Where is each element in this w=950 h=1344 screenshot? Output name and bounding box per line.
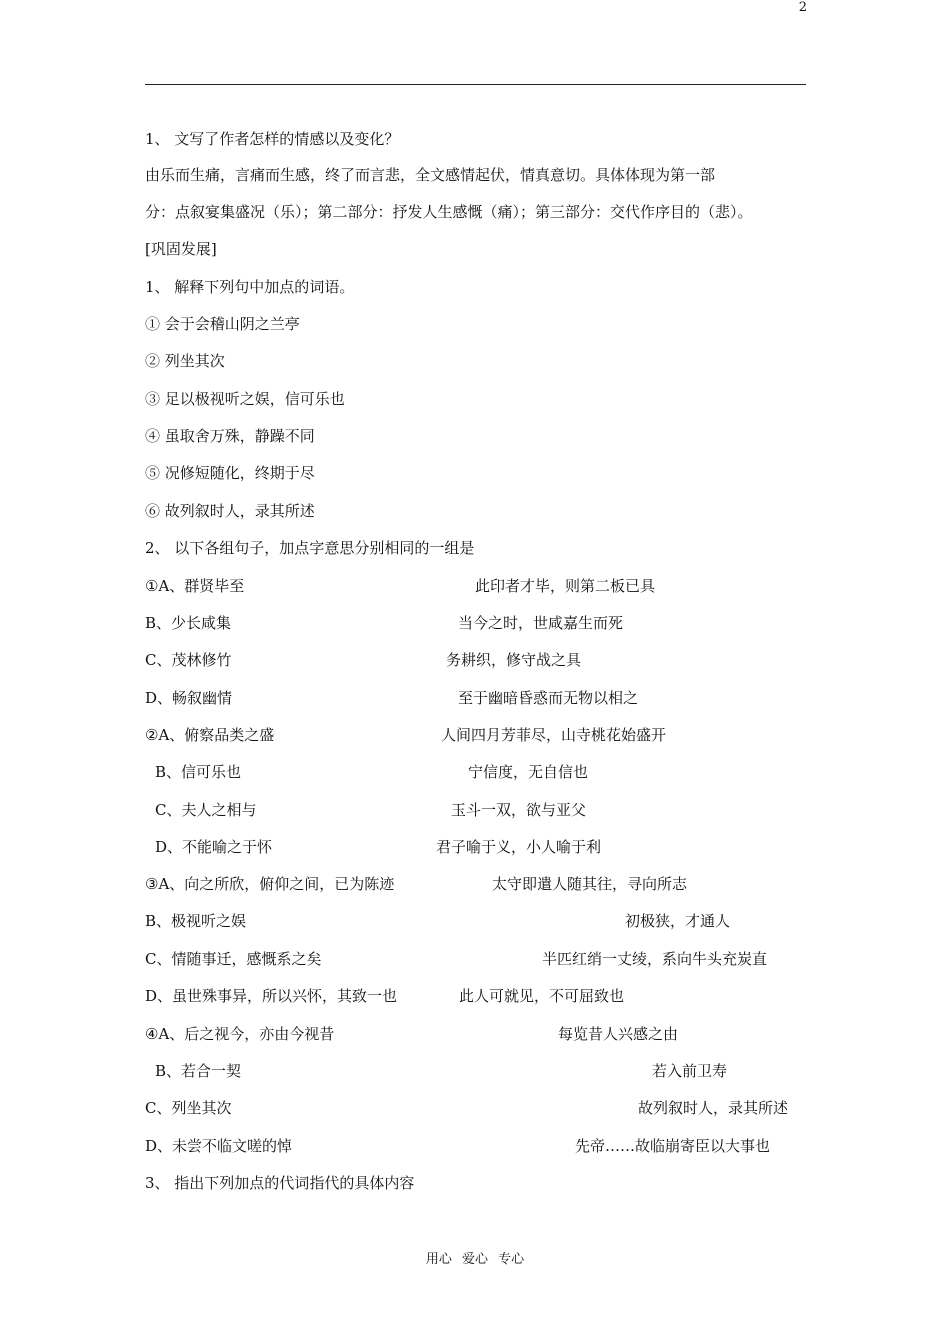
exercise-1-item: ② 列坐其次 (145, 352, 225, 370)
option-right: 此印者才毕，则第二板已具 (475, 577, 656, 595)
option-left: ③A、向之所欣，俯仰之间，已为陈迹 (145, 875, 395, 893)
option-left: C、列坐其次 (145, 1099, 232, 1117)
option-right: 半匹红绡一丈绫，系向牛头充炭直 (542, 950, 768, 968)
exercise-1-item: ⑥ 故列叙时人，录其所述 (145, 502, 315, 520)
option-right: 先帝……故临崩寄臣以大事也 (575, 1137, 771, 1155)
option-left: ②A、俯察品类之盛 (145, 726, 275, 744)
question-1-title: 1、 文写了作者怎样的情感以及变化？ (145, 130, 400, 148)
option-left: D、畅叙幽情 (145, 689, 233, 707)
option-left: ④A、后之视今，亦由今视昔 (145, 1025, 335, 1043)
page-number: 2 (798, 0, 807, 15)
option-right: 太守即遣人随其往，寻向所志 (492, 875, 688, 893)
question-1-answer-line-1: 由乐而生痛，言痛而生感，终了而言悲，全文感情起伏，情真意切。具体体现为第一部 (145, 166, 716, 184)
option-left: C、情随事迁，感慨系之矣 (145, 950, 322, 968)
option-right: 此人可就见，不可屈致也 (459, 987, 625, 1005)
exercise-1-item: ③ 足以极视听之娱，信可乐也 (145, 390, 345, 408)
exercise-1-title: 1、 解释下列句中加点的词语。 (145, 278, 355, 296)
exercise-1-item: ① 会于会稽山阴之兰亭 (145, 315, 300, 333)
option-right: 务耕织，修守战之具 (446, 651, 582, 669)
exercise-1-item: ⑤ 况修短随化，终期于尽 (145, 464, 315, 482)
section-title: [巩固发展] (145, 240, 217, 258)
option-right: 初极狭，才通人 (625, 912, 731, 930)
exercise-1-item: ④ 虽取舍万殊，静躁不同 (145, 427, 315, 445)
question-1-answer-line-2: 分：点叙宴集盛况（乐）；第二部分：抒发人生感慨（痛）；第三部分：交代作序目的（悲）。 (145, 203, 753, 221)
option-left: B、若合一契 (155, 1062, 242, 1080)
option-right: 若入前卫寿 (652, 1062, 728, 1080)
option-right: 宁信度，无自信也 (468, 763, 589, 781)
option-left: C、夫人之相与 (155, 801, 257, 819)
exercise-2-title: 2、 以下各组句子，加点字意思分别相同的一组是 (145, 539, 475, 557)
option-left: B、极视听之娱 (145, 912, 247, 930)
option-left: B、少长咸集 (145, 614, 232, 632)
option-left: B、信可乐也 (155, 763, 242, 781)
option-right: 故列叙时人，录其所述 (638, 1099, 789, 1117)
option-left: D、虽世殊事异，所以兴怀，其致一也 (145, 987, 398, 1005)
option-left: ①A、群贤毕至 (145, 577, 245, 595)
option-left: D、未尝不临文嗟的悼 (145, 1137, 293, 1155)
option-right: 玉斗一双，欲与亚父 (451, 801, 587, 819)
exercise-3-title: 3、 指出下列加点的代词指代的具体内容 (145, 1174, 415, 1192)
option-right: 每览昔人兴感之由 (558, 1025, 679, 1043)
option-right: 至于幽暗昏惑而无物以相之 (458, 689, 639, 707)
option-right: 君子喻于义，小人喻于利 (436, 838, 602, 856)
option-left: C、茂林修竹 (145, 651, 232, 669)
header-rule (145, 84, 806, 85)
option-left: D、不能喻之于怀 (155, 838, 273, 856)
option-right: 当今之时，世咸嘉生而死 (458, 614, 624, 632)
option-right: 人间四月芳菲尽，山寺桃花始盛开 (441, 726, 667, 744)
page-footer: 用心 爱心 专心 (425, 1252, 525, 1267)
